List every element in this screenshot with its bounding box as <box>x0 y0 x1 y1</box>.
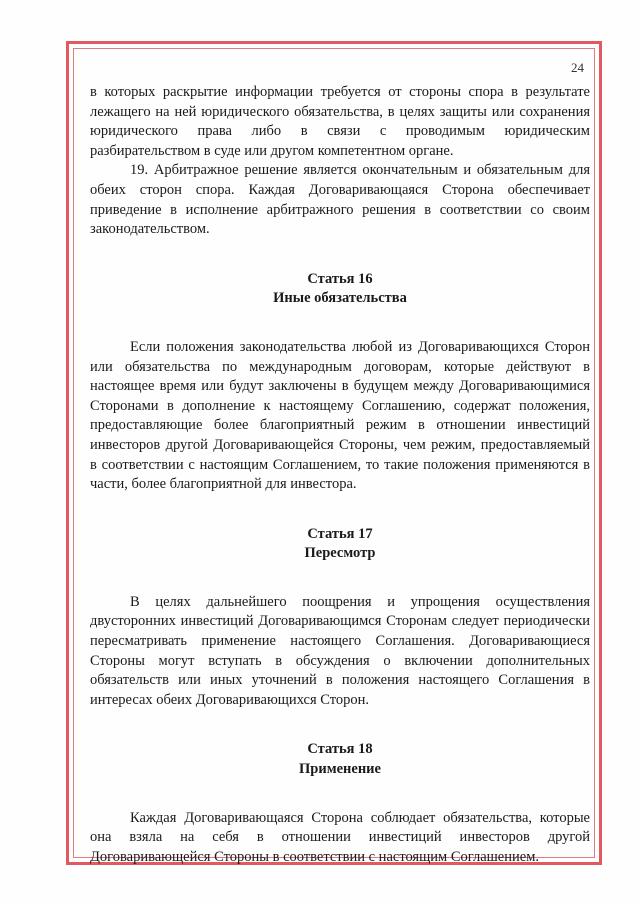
article-17-text: В целях дальнейшего поощрения и упрощения осуществления двусторонних инвестиций Договаривающимся Сторонам следует периодически пересматривать применение настоящего Соглашения. Договаривающиеся Стороны могут вступать в обсуждения о включении дополнительных обязательств или иных уточнений в положения настоящего Соглашения в интересах обеих Договаривающихся Сторон. <box>90 593 590 708</box>
article-16-text: Если положения законодательства любой из Договаривающихся Сторон или обязательства по международным договорам, которые действуют в настоящее время или будут заключены в будущем между Договаривающимися Сторонами в дополнение к настоящему Соглашению, содержат положения, предоставляющие более благоприятный режим в отношении инвестиций инвесторов другой Договаривающейся Стороны, чем режим, предоставляемый в соответствии с настоящим Соглашением, то такие положения применяются в части, более благоприятной для инвестора. <box>90 338 590 493</box>
article-18-number: Статья 18 <box>307 741 373 758</box>
article-16-title: Иные обязательства <box>273 290 407 307</box>
intro-paragraph: в которых раскрытие информации требуется от стороны спора в результате лежащего на ней юридического обязательства, в целях защиты или сохранения юридического права либо в связи с проводимым юридическим разбирательством в суде или другом компетентном органе. <box>90 84 590 159</box>
article-18-title: Применение <box>299 761 381 778</box>
article-16-number: Статья 16 <box>307 270 373 287</box>
article-17-title: Пересмотр <box>304 545 376 562</box>
document-body <box>90 83 590 867</box>
item-19-paragraph: 19. Арбитражное решение является окончательным и обязательным для обеих сторон спора. Каждая Договаривающаяся Сторона обеспечивает приведение в исполнение арбитражного решения в соответствии со своим законодательством. <box>90 162 590 238</box>
article-17-number: Статья 17 <box>307 525 373 542</box>
article-18-text: Каждая Договаривающаяся Сторона соблюдает обязательства, которые она взяла на себя в отношении инвестиций инвесторов другой Договаривающейся Стороны в соответствии с настоящим Соглашением. <box>90 809 590 865</box>
page-number: 24 <box>571 60 584 75</box>
